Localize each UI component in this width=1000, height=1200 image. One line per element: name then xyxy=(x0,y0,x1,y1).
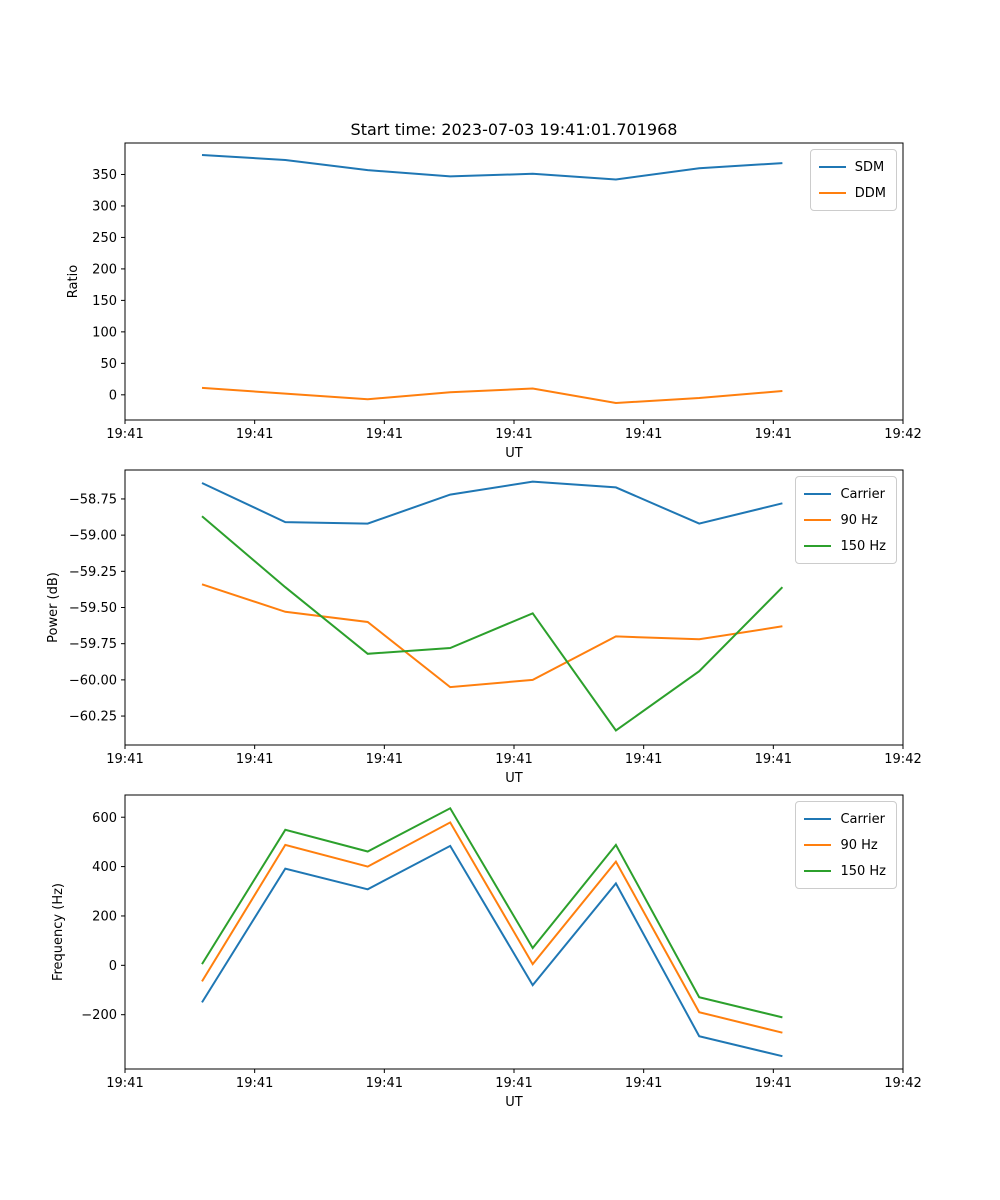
y-tick-label: 150 xyxy=(92,293,117,309)
y-axis-label: Frequency (Hz) xyxy=(51,882,66,982)
x-tick-label: 19:41 xyxy=(624,752,663,767)
legend-entry xyxy=(804,806,886,832)
legend-line-swatch xyxy=(804,870,831,872)
power-chart-legend xyxy=(795,476,897,564)
x-tick-label: 19:41 xyxy=(235,752,274,767)
legend-entry xyxy=(819,180,886,206)
y-tick-label: 0 xyxy=(108,958,117,974)
y-tick-label: −59.25 xyxy=(68,564,117,580)
y-tick-label: 400 xyxy=(92,860,117,876)
legend-entry xyxy=(804,507,886,533)
x-axis-label: UT xyxy=(505,1095,523,1110)
x-tick-label: 19:41 xyxy=(624,1076,663,1091)
y-tick-label: −59.75 xyxy=(68,637,117,653)
legend-label: Carrier xyxy=(840,486,885,502)
y-axis-label: Ratio xyxy=(66,264,81,299)
legend-label: DDM xyxy=(854,185,886,201)
legend-entry xyxy=(804,858,886,884)
legend-line-swatch xyxy=(819,166,846,168)
legend-line-swatch xyxy=(819,192,846,194)
legend-label: 90 Hz xyxy=(840,512,878,528)
x-axis-label: UT xyxy=(505,771,523,786)
series-line-150-hz xyxy=(202,808,782,1017)
series-line-ddm xyxy=(202,388,782,403)
series-line-carrier xyxy=(202,846,782,1056)
y-tick-label: −59.50 xyxy=(68,601,117,617)
y-tick-label: 200 xyxy=(92,909,117,925)
x-tick-label: 19:42 xyxy=(884,1076,922,1091)
plot-frame xyxy=(125,143,903,420)
y-tick-label: 600 xyxy=(92,810,117,826)
y-tick-label: −58.75 xyxy=(68,492,117,508)
legend-line-swatch xyxy=(804,545,831,547)
x-tick-label: 19:41 xyxy=(495,1076,533,1091)
series-line-90-hz xyxy=(202,584,782,687)
x-tick-label: 19:41 xyxy=(365,427,404,442)
legend-label: 150 Hz xyxy=(840,863,886,879)
x-tick-label: 19:41 xyxy=(365,752,404,767)
x-tick-label: 19:41 xyxy=(235,1076,274,1091)
x-axis-label: UT xyxy=(505,446,523,461)
y-tick-label: −200 xyxy=(81,1008,117,1024)
legend-entry xyxy=(804,533,886,559)
ratio-chart-legend xyxy=(810,149,897,211)
y-tick-label: 100 xyxy=(92,325,117,341)
legend-line-swatch xyxy=(804,818,831,820)
y-tick-label: 250 xyxy=(92,230,117,246)
series-line-carrier xyxy=(202,482,782,524)
figure-title: Start time: 2023-07-03 19:41:01.701968 xyxy=(350,120,678,139)
y-tick-label: 300 xyxy=(92,199,117,215)
y-tick-label: −60.25 xyxy=(68,709,117,725)
x-tick-label: 19:41 xyxy=(754,427,793,442)
x-tick-label: 19:41 xyxy=(106,427,144,442)
legend-entry xyxy=(804,832,886,858)
legend-label: 150 Hz xyxy=(840,538,886,554)
x-tick-label: 19:41 xyxy=(106,752,144,767)
legend-label: SDM xyxy=(854,159,885,175)
x-tick-label: 19:42 xyxy=(884,752,922,767)
x-tick-label: 19:41 xyxy=(365,1076,404,1091)
y-tick-label: 50 xyxy=(100,356,117,372)
x-tick-label: 19:41 xyxy=(495,427,533,442)
x-tick-label: 19:41 xyxy=(495,752,533,767)
series-line-sdm xyxy=(202,155,782,180)
series-line-150-hz xyxy=(202,516,782,730)
y-tick-label: 350 xyxy=(92,168,117,184)
x-tick-label: 19:41 xyxy=(235,427,274,442)
legend-entry xyxy=(819,154,886,180)
legend-entry xyxy=(804,481,886,507)
x-tick-label: 19:42 xyxy=(884,427,922,442)
legend-label: Carrier xyxy=(840,811,885,827)
frequency-chart-legend xyxy=(795,801,897,889)
x-tick-label: 19:41 xyxy=(754,752,793,767)
x-tick-label: 19:41 xyxy=(106,1076,144,1091)
legend-line-swatch xyxy=(804,844,831,846)
x-tick-label: 19:41 xyxy=(754,1076,793,1091)
power-chart xyxy=(46,470,922,786)
y-axis-label: Power (dB) xyxy=(46,572,61,643)
y-tick-label: 0 xyxy=(108,388,117,404)
plot-frame xyxy=(125,470,903,745)
y-tick-label: −60.00 xyxy=(68,673,117,689)
frequency-chart xyxy=(51,795,922,1110)
y-tick-label: 200 xyxy=(92,262,117,278)
x-tick-label: 19:41 xyxy=(624,427,663,442)
legend-line-swatch xyxy=(804,519,831,521)
legend-label: 90 Hz xyxy=(840,837,878,853)
series-line-90-hz xyxy=(202,822,782,1032)
y-tick-label: −59.00 xyxy=(68,528,117,544)
legend-line-swatch xyxy=(804,493,831,495)
ratio-chart xyxy=(66,143,922,461)
